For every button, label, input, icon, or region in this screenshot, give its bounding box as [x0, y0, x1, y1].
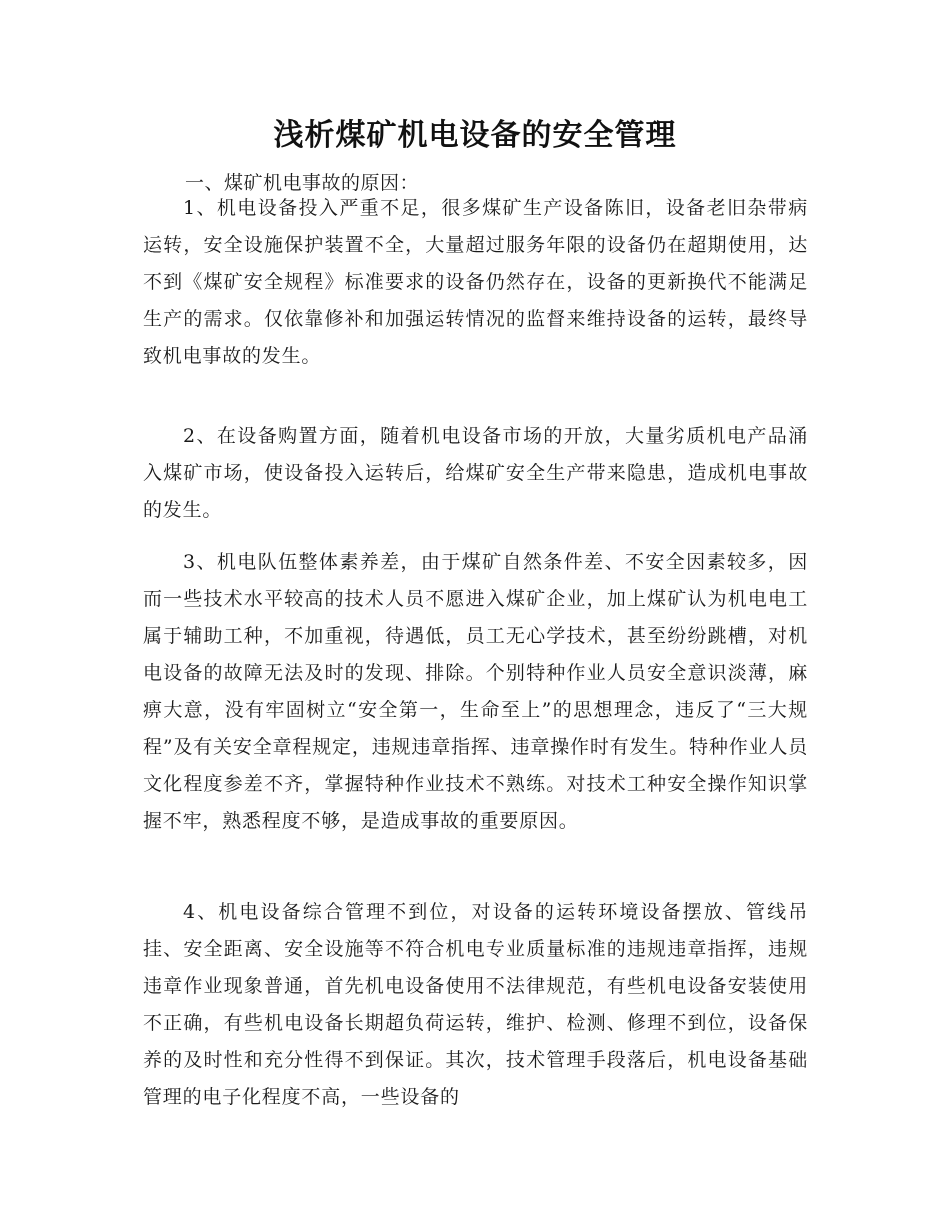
paragraph-4: 4、机电设备综合管理不到位，对设备的运转环境设备摆放、管线吊挂、安全距离、安全设施等不符合机电专业质量标准的违规违章指挥，违规违章作业现象普通，首先机电设备使用不法律规范，有些机电设备安装使用不正确，有些机电设备长期超负荷运转，维护、检测、修理不到位，设备保养的及时性和充分性得不到保证。其次，技术管理手段落后，机电设备基础管理的电子化程度不高，一些设备的: [143, 901, 808, 1108]
paragraph-3: 3、机电队伍整体素养差，由于煤矿自然条件差、不安全因素较多，因而一些技术水平较高的技术人员不愿进入煤矿企业，加上煤矿认为机电电工属于辅助工种，不加重视，待遇低，员工无心学技术，甚至纷纷跳槽，对机电设备的故障无法及时的发现、排除。个别特种作业人员安全意识淡薄，麻痹大意，没有牢固树立“安全第一，生命至上”的思想理念，违反了“三大规程”及有关安全章程规定，违规违章指挥、违章操作时有发生。特种作业人员文化程度参差不齐，掌握特种作业技术不熟练。对技术工种安全操作知识掌握不牢，熟悉程度不够，是造成事故的重要原因。: [143, 551, 808, 832]
paragraph-2: 2、在设备购置方面，随着机电设备市场的开放，大量劣质机电产品涌入煤矿市场，使设备投入运转后，给煤矿安全生产带来隐患，造成机电事故的发生。: [143, 425, 808, 521]
document-title: 浅析煤矿机电设备的安全管理: [273, 118, 677, 153]
section-heading: 一、煤矿机电事故的原因：: [185, 172, 420, 194]
paragraph-1: 1、机电设备投入严重不足，很多煤矿生产设备陈旧，设备老旧杂带病运转，安全设施保护装置不全，大量超过服务年限的设备仍在超期使用，达不到《煤矿安全规程》标准要求的设备仍然存在，设备的更新换代不能满足生产的需求。仅依靠修补和加强运转情况的监督来维持设备的运转，最终导致机电事故的发生。: [143, 197, 808, 367]
